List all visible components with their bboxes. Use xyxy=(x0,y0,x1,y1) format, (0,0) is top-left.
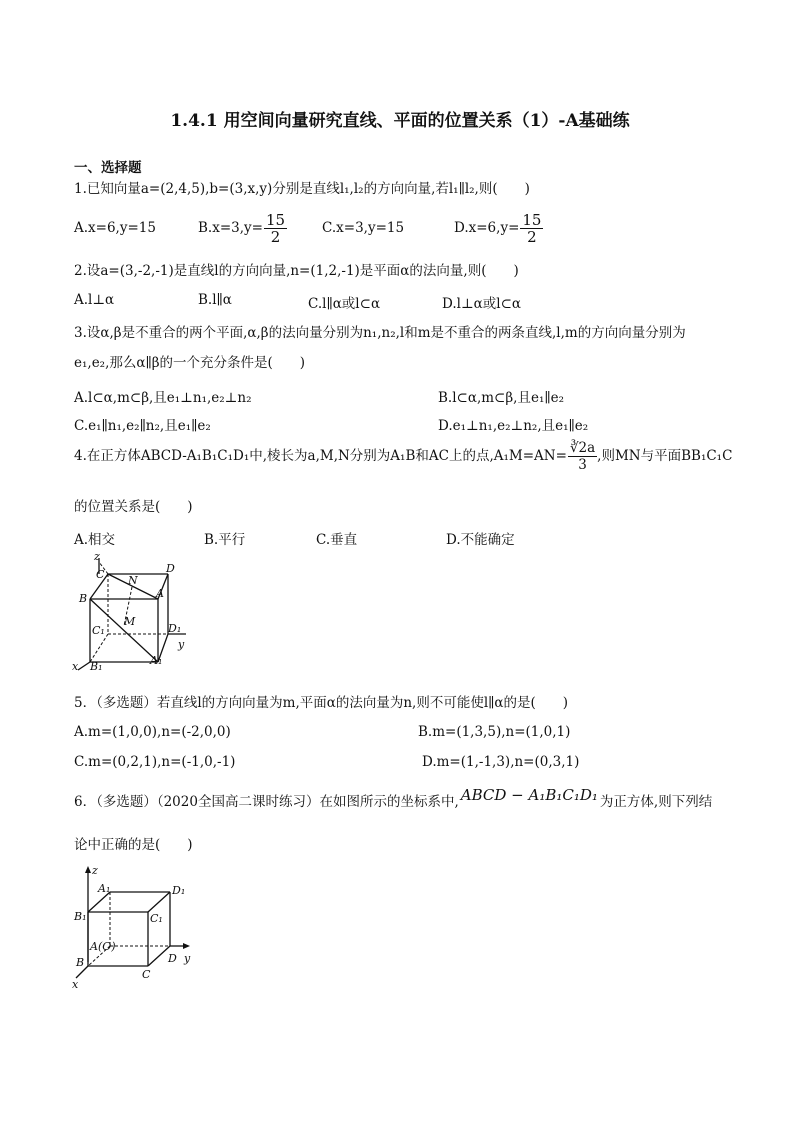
q4-stem-text: 4.在正方体ABCD-A₁B₁C₁D₁中,棱长为a,M,N分别为A₁B和AC上的点,A₁M=AN= xyxy=(74,448,567,464)
q4-stem-line2: 的位置关系是( ) xyxy=(74,499,193,515)
fig-label: C xyxy=(96,568,105,581)
q5-option-d: D.m=(1,-1,3),n=(0,3,1) xyxy=(422,754,580,770)
q6-stem-text: 6．（多选题）（2020全国高二课时练习）在如图所示的坐标系中, xyxy=(74,794,459,810)
q1-option-d xyxy=(454,212,543,245)
q3-stem-line1: 3.设α,β是不重合的两个平面,α,β的法向量分别为n₁,n₂,l和m是不重合的两条直线,l,m的方向向量分别为 xyxy=(74,325,686,341)
q6-expression: ABCD − A₁B₁C₁D₁ xyxy=(460,786,598,804)
q2-option-b: B.l∥α xyxy=(198,292,232,308)
q5-stem: 5．（多选题）若直线l的方向向量为m,平面α的法向量为n,则不可能使l∥α的是( ) xyxy=(74,695,569,711)
q2-stem: 2.设a=(3,-2,-1)是直线l的方向向量,n=(1,2,-1)是平面α的法向量,则( ) xyxy=(74,263,519,279)
q1-option-d-text: D.x=6,y= xyxy=(454,220,520,236)
fig-label: x xyxy=(72,660,79,672)
q6-cube-figure xyxy=(70,866,205,991)
fig-label: y xyxy=(184,952,191,965)
q3-option-d: D.e₁⊥n₁,e₂⊥n₂,且e₁∥e₂ xyxy=(438,418,589,434)
fig-label: C xyxy=(142,968,151,981)
fraction-numerator: ∛2a xyxy=(569,440,596,456)
arrow-icon xyxy=(85,866,91,873)
fraction-denominator: 3 xyxy=(578,457,587,473)
q3-option-b: B.l⊂α,m⊂β,且e₁∥e₂ xyxy=(438,390,564,406)
q6-stem-line2: 论中正确的是( ) xyxy=(74,837,193,853)
q4-option-c: C.垂直 xyxy=(316,532,358,548)
q4-option-b: B.平行 xyxy=(204,532,246,548)
fig-label: D₁ xyxy=(172,884,186,897)
q3-option-c: C.e₁∥n₁,e₂∥n₂,且e₁∥e₂ xyxy=(74,418,211,434)
q4-fraction xyxy=(568,440,597,473)
arrow-icon xyxy=(183,943,190,949)
q6-stem-line1 xyxy=(74,786,713,811)
fig-label: B xyxy=(76,956,85,969)
q6-stem-tail: 为正方体,则下列结 xyxy=(599,794,713,810)
fig-label: B xyxy=(79,592,88,605)
q5-option-a: A.m=(1,0,0),n=(-2,0,0) xyxy=(74,724,231,740)
q3-stem-line2: e₁,e₂,那么α∥β的一个充分条件是( ) xyxy=(74,355,306,371)
fig-label: M xyxy=(124,615,136,628)
q5-option-b: B.m=(1,3,5),n=(1,0,1) xyxy=(418,724,571,740)
fraction-numerator: 15 xyxy=(522,211,542,229)
fig-label: C₁ xyxy=(92,624,105,637)
q3-option-a: A.l⊂α,m⊂β,且e₁⊥n₁,e₂⊥n₂ xyxy=(74,390,252,406)
q1-stem: 1.已知向量a=(2,4,5),b=(3,x,y)分别是直线l₁,l₂的方向向量,若l₁∥l₂,则( ) xyxy=(74,181,530,197)
q1-option-d-fraction xyxy=(520,212,543,245)
fig-label: D xyxy=(168,952,177,965)
fig-label: B₁ xyxy=(90,660,103,672)
fig-label: D xyxy=(166,562,175,575)
fig-label: C₁ xyxy=(150,912,163,925)
fig-label: B₁ xyxy=(74,910,87,923)
q1-option-c: C.x=3,y=15 xyxy=(322,220,405,236)
fig-label: A(O) xyxy=(90,940,116,953)
q4-stem-tail: ,则MN与平面BB₁C₁C xyxy=(597,448,733,464)
q1-option-b xyxy=(198,212,287,245)
fig-label: z xyxy=(92,866,98,877)
fig-label: A xyxy=(156,587,164,600)
q1-option-a: A.x=6,y=15 xyxy=(74,220,156,236)
q4-option-a: A.相交 xyxy=(74,532,116,548)
fig-label: D₁ xyxy=(168,622,182,635)
fraction-denominator: 2 xyxy=(270,228,281,246)
page-title: 1.4.1 用空间向量研究直线、平面的位置关系（1）-A基础练 xyxy=(170,111,630,131)
fig-label: z xyxy=(94,552,100,563)
fig-label: A₁ xyxy=(150,654,163,667)
fig-label: N xyxy=(128,574,138,587)
q5-option-c: C.m=(0,2,1),n=(-1,0,-1) xyxy=(74,754,236,770)
q1-option-b-fraction xyxy=(264,212,287,245)
q4-option-d: D.不能确定 xyxy=(446,532,515,548)
fig-label: y xyxy=(178,638,185,651)
q2-option-c: C.l∥α或l⊂α xyxy=(308,296,381,312)
q1-option-b-text: B.x=3,y= xyxy=(198,220,263,236)
q4-cube-figure xyxy=(70,552,200,672)
fraction-denominator: 2 xyxy=(527,228,537,246)
q2-option-a: A.l⊥α xyxy=(74,292,115,308)
q2-option-d: D.l⊥α或l⊂α xyxy=(442,296,522,312)
fraction-numerator: 15 xyxy=(265,211,286,229)
fig-label: A₁ xyxy=(98,882,111,895)
q4-stem-line1 xyxy=(74,440,732,473)
fig-label: x xyxy=(72,978,79,991)
section-heading: 一、选择题 xyxy=(74,160,142,176)
